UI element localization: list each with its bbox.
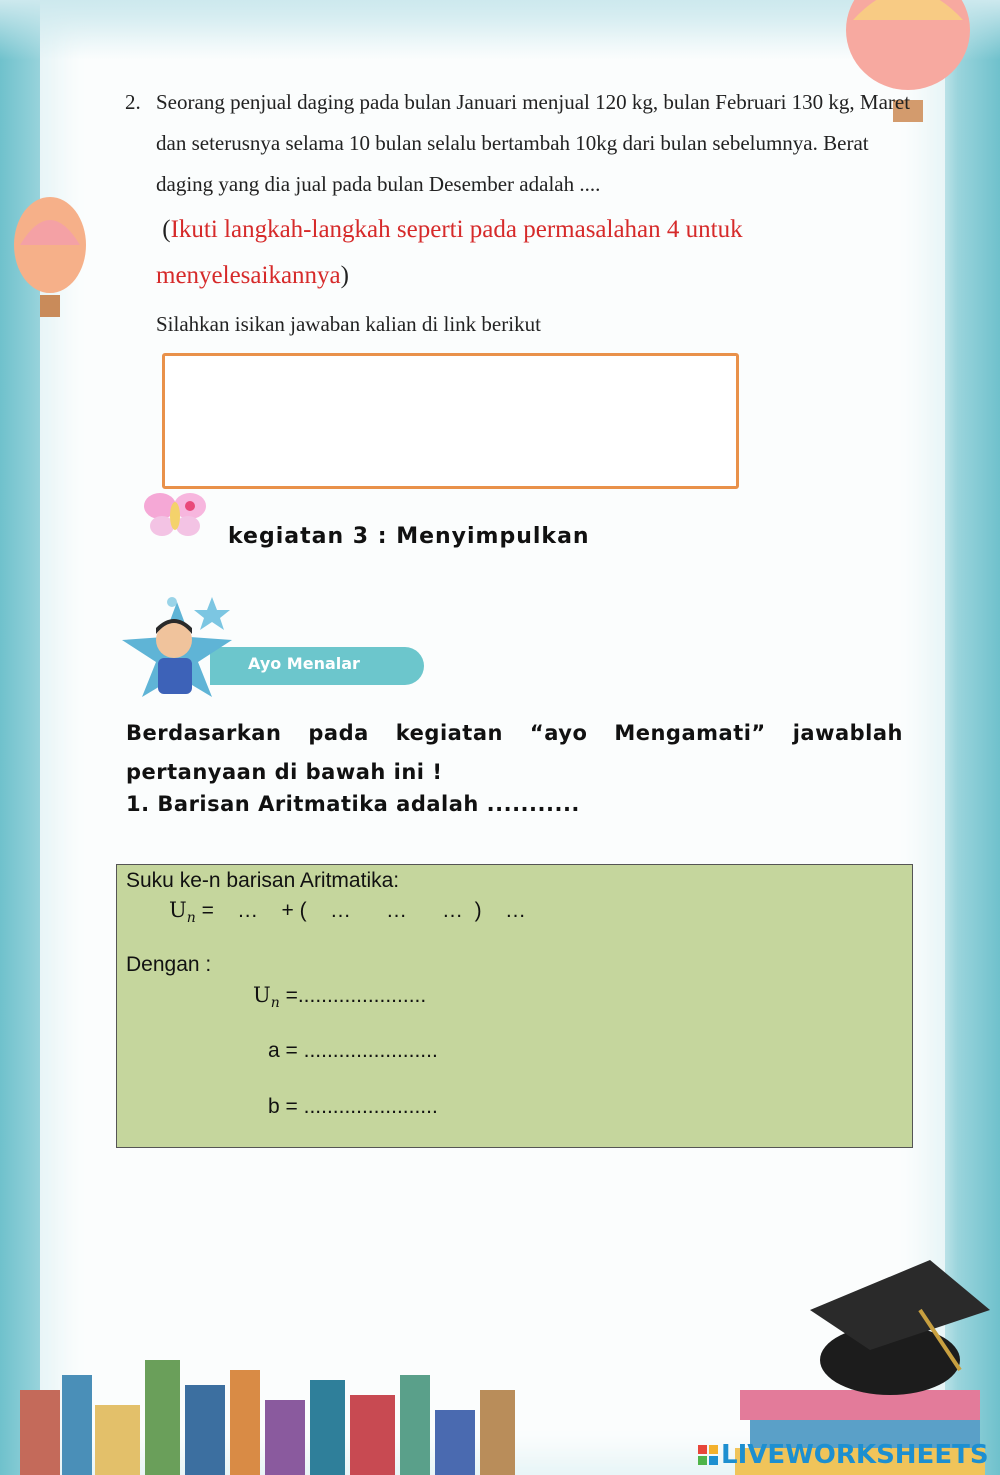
dengan-label: Dengan :: [126, 953, 212, 976]
books-decoration-icon: [0, 1350, 560, 1475]
question-number: 2.: [125, 90, 141, 114]
un-line: [253, 983, 426, 1011]
formula-box: [116, 864, 913, 1148]
a-line: a = .......................: [268, 1039, 438, 1062]
reasoning-paragraph: Berdasarkan pada kegiatan “ayo Mengamati” jawablah pertanyaan di bawah ini !: [126, 721, 903, 784]
b-line: b = .......................: [268, 1095, 438, 1118]
formula-subscript: n: [186, 910, 196, 927]
thinking-boy-star-icon: [122, 592, 247, 702]
formula-symbol: U: [169, 898, 187, 922]
hint-open-paren: (: [162, 216, 171, 243]
formula-title: Suku ke-n barisan Aritmatika:: [126, 869, 400, 892]
liveworksheets-logo-icon: [698, 1445, 718, 1465]
un-rest: =......................: [279, 984, 427, 1007]
hot-air-balloon-left-icon: [10, 195, 90, 325]
hint-close-paren: ): [340, 262, 349, 289]
watermark-text: LIVEWORKSHEETS: [721, 1440, 989, 1470]
kegiatan-title: kegiatan 3 : Menyimpulkan: [228, 524, 590, 549]
ayo-menalar-label: Ayo Menalar: [248, 654, 360, 673]
hint-line: [156, 207, 915, 299]
answer-instruction: Silahkan isikan jawaban kalian di link berikut: [156, 312, 541, 336]
question-2: [125, 82, 915, 299]
un-symbol: U: [253, 983, 271, 1007]
un-subscript: n: [270, 995, 280, 1012]
question-1: 1. Barisan Aritmatika adalah ...........: [126, 792, 580, 816]
answer-input-box[interactable]: [162, 353, 739, 489]
formula-rest: = … + ( … … … ) …: [195, 899, 526, 922]
formula-line: [169, 898, 526, 926]
butterfly-icon: [140, 488, 210, 543]
liveworksheets-watermark: [698, 1440, 989, 1470]
hint-text: Ikuti langkah-langkah seperti pada permasalahan 4 untuk menyelesaikannya: [156, 216, 743, 289]
question-text: Seorang penjual daging pada bulan Januari menjual 120 kg, bulan Februari 130 kg, Maret dan seterusnya selama 10 bulan selalu bertambah 10kg dari bulan sebelumnya. Berat daging yang dia jual pada bulan Desember adalah ....: [156, 90, 911, 196]
